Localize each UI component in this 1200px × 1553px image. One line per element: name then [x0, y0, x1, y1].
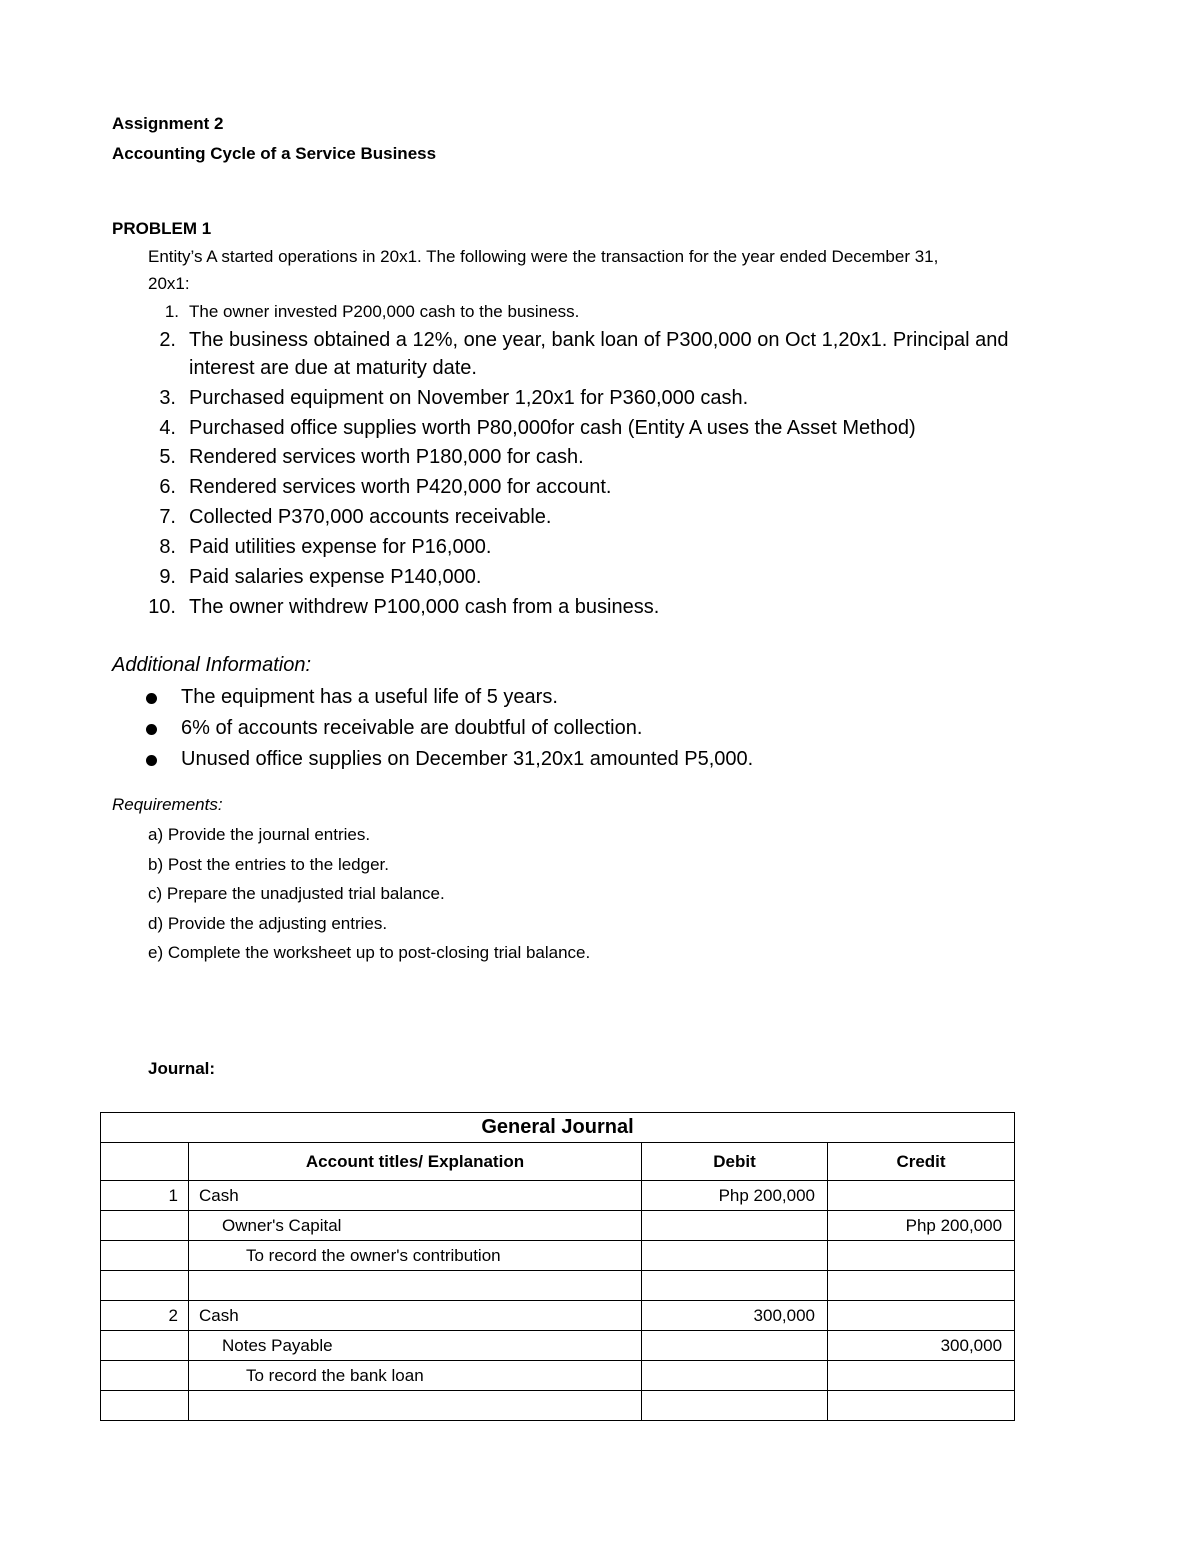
entry-number: 2 [101, 1301, 189, 1331]
requirements-heading: Requirements: [112, 795, 223, 814]
entry-number [101, 1391, 189, 1421]
table-row [101, 1361, 1015, 1391]
debit-amount [642, 1391, 828, 1421]
requirement-item: a) Provide the journal entries. [148, 825, 371, 844]
credit-amount: Php 200,000 [828, 1211, 1015, 1241]
table-row [101, 1211, 1015, 1241]
bullet-icon [146, 724, 157, 735]
credit-amount [828, 1301, 1015, 1331]
problem-intro-line2: 20x1: [148, 274, 190, 293]
entry-number: 1 [101, 1181, 189, 1211]
entry-number [101, 1211, 189, 1241]
account-title: Cash [189, 1301, 642, 1331]
account-title: Cash [189, 1181, 642, 1211]
list-item-text-cont: interest are due at maturity date. [189, 357, 477, 379]
list-item-number: 6. [159, 476, 176, 498]
table-title: General Journal [101, 1113, 1015, 1143]
column-header-number [101, 1143, 189, 1181]
debit-amount [642, 1241, 828, 1271]
list-item-text: Paid salaries expense P140,000. [189, 566, 482, 588]
debit-amount [642, 1361, 828, 1391]
general-journal-table [100, 1112, 1015, 1421]
column-header-account: Account titles/ Explanation [189, 1143, 642, 1181]
debit-amount: Php 200,000 [642, 1181, 828, 1211]
table-row [101, 1271, 1015, 1301]
table-row [101, 1241, 1015, 1271]
list-item-number: 10. [148, 596, 176, 618]
bullet-icon [146, 755, 157, 766]
table-row [101, 1301, 1015, 1331]
debit-amount: 300,000 [642, 1301, 828, 1331]
list-item-number: 4. [159, 417, 176, 439]
account-title: Notes Payable [189, 1331, 642, 1361]
list-item-text: Purchased equipment on November 1,20x1 for P360,000 cash. [189, 387, 749, 409]
credit-amount [828, 1181, 1015, 1211]
bullet-text: The equipment has a useful life of 5 years. [181, 686, 558, 708]
table-header-row [101, 1143, 1015, 1181]
credit-amount [828, 1391, 1015, 1421]
problem-intro-line1: Entity’s A started operations in 20x1. The following were the transaction for the year ended December 31, [148, 247, 939, 266]
account-title: Owner's Capital [189, 1211, 642, 1241]
list-item-number: 7. [159, 506, 176, 528]
debit-amount [642, 1331, 828, 1361]
debit-amount [642, 1211, 828, 1241]
bullet-icon [146, 693, 157, 704]
journal-label: Journal: [148, 1059, 216, 1078]
list-item-text: Collected P370,000 accounts receivable. [189, 506, 552, 528]
debit-amount [642, 1271, 828, 1301]
credit-amount: 300,000 [828, 1331, 1015, 1361]
entry-number [101, 1271, 189, 1301]
entry-explanation: To record the owner's contribution [189, 1241, 642, 1271]
requirement-item: c) Prepare the unadjusted trial balance. [148, 884, 445, 903]
account-title [189, 1391, 642, 1421]
requirement-item: b) Post the entries to the ledger. [148, 855, 389, 874]
list-item-text: Paid utilities expense for P16,000. [189, 536, 492, 558]
additional-info-heading: Additional Information: [112, 654, 312, 676]
credit-amount [828, 1271, 1015, 1301]
list-item-text: Rendered services worth P180,000 for cash. [189, 446, 584, 468]
table-row [101, 1391, 1015, 1421]
list-item-text: The owner withdrew P100,000 cash from a business. [189, 596, 660, 618]
requirement-item: d) Provide the adjusting entries. [148, 914, 388, 933]
list-item-text: The business obtained a 12%, one year, bank loan of P300,000 on Oct 1,20x1. Principal and [189, 329, 1009, 351]
list-item-text: Rendered services worth P420,000 for account. [189, 476, 612, 498]
account-title [189, 1271, 642, 1301]
table-row [101, 1331, 1015, 1361]
requirement-item: e) Complete the worksheet up to post-closing trial balance. [148, 943, 591, 962]
list-item-number: 5. [159, 446, 176, 468]
list-item-text: Purchased office supplies worth P80,000for cash (Entity A uses the Asset Method) [189, 417, 916, 439]
entry-number [101, 1241, 189, 1271]
table-row [101, 1181, 1015, 1211]
list-item-number: 9. [159, 566, 176, 588]
entry-number [101, 1331, 189, 1361]
problem-heading: PROBLEM 1 [112, 219, 212, 238]
entry-explanation: To record the bank loan [189, 1361, 642, 1391]
credit-amount [828, 1361, 1015, 1391]
column-header-debit: Debit [642, 1143, 828, 1181]
bullet-text: Unused office supplies on December 31,20x1 amounted P5,000. [181, 748, 754, 770]
entry-number [101, 1361, 189, 1391]
credit-amount [828, 1241, 1015, 1271]
list-item-number: 3. [159, 387, 176, 409]
assignment-subtitle: Accounting Cycle of a Service Business [112, 144, 437, 163]
list-item-text: The owner invested P200,000 cash to the business. [189, 302, 580, 321]
assignment-title: Assignment 2 [112, 114, 224, 133]
bullet-text: 6% of accounts receivable are doubtful of collection. [181, 717, 643, 739]
list-item-number: 2. [159, 329, 176, 351]
list-item-number: 8. [159, 536, 176, 558]
list-item-number: 1. [164, 302, 179, 321]
column-header-credit: Credit [828, 1143, 1015, 1181]
